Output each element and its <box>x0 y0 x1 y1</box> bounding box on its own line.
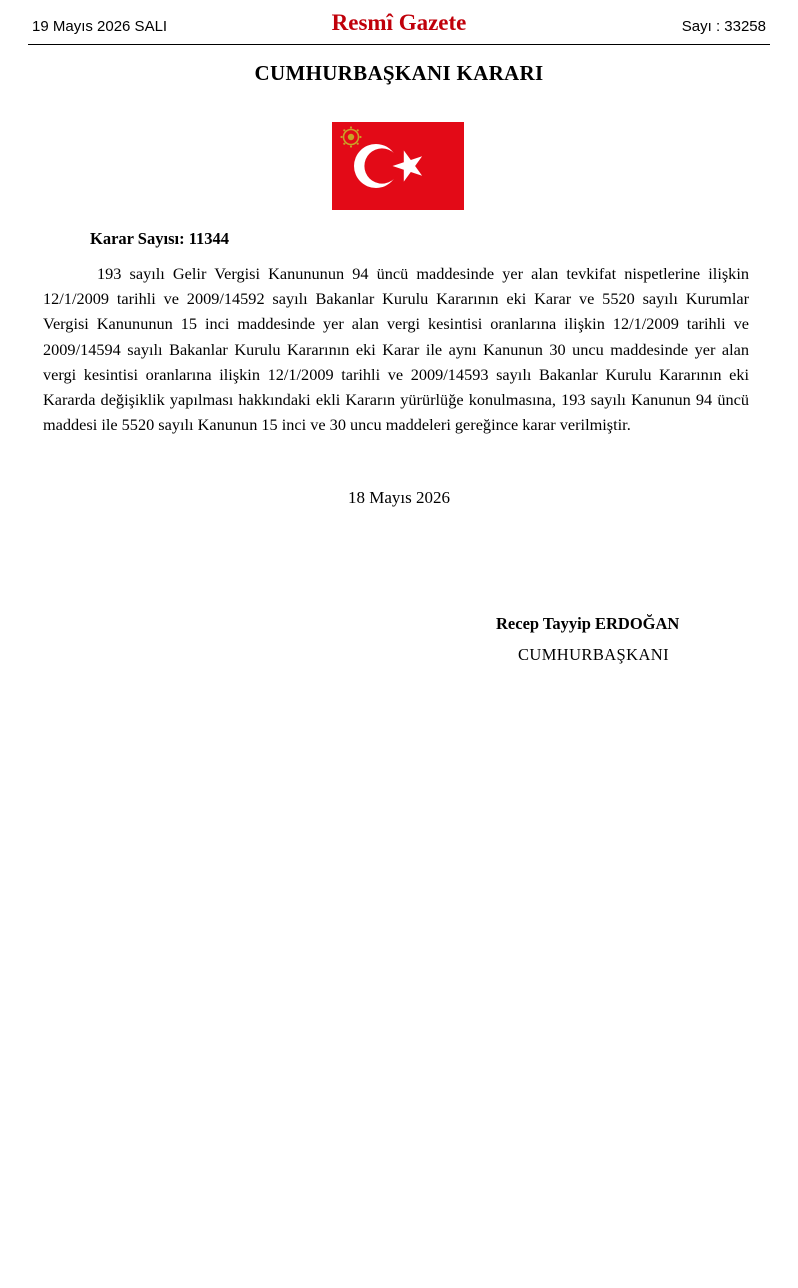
signatory-title: CUMHURBAŞKANI <box>518 645 669 664</box>
issue-number: Sayı : 33258 <box>681 18 766 35</box>
decision-date: 18 Mayıs 2026 <box>348 488 450 507</box>
document-title: CUMHURBAŞKANI KARARI <box>254 61 544 85</box>
turkish-flag-icon <box>332 122 464 210</box>
presidential-seal-icon <box>340 126 361 147</box>
gazette-title: Resmî Gazete <box>331 10 467 35</box>
signatory-name: Recep Tayyip ERDOĞAN <box>496 614 680 633</box>
header-date: 19 Mayıs 2026 SALI <box>32 18 168 35</box>
decision-number: Karar Sayısı: 11344 <box>90 229 230 248</box>
gazette-header <box>28 8 770 45</box>
decision-body: 193 sayılı Gelir Vergisi Kanununun 94 üncü maddesinde yer alan tevkifat nispetlerine ilişkin 12/1/2009 tarihli ve 2009/14592 sayılı Bakanlar Kurulu Kararının eki Karar ve 5520 sayılı Kurumlar Vergisi Kanununun 15 inci maddesinde yer alan vergi kesintisi oranlarına ilişkin 12/1/2009 tarihli ve 2009/14594 sayılı Bakanlar Kurulu Kararının eki Karar ile aynı Kanunun 30 uncu maddesinde yer alan vergi kesintisi oranlarına ilişkin 12/1/2009 tarihli ve 2009/14593 sayılı Bakanlar Kurulu Kararının eki Kararda değişiklik yapılması hakkındaki ekli Kararın yürürlüğe konulmasına, 193 sayılı Kanunun 94 üncü maddesi ile 5520 sayılı Kanunun 15 inci ve 30 uncu maddeleri gereğince karar verilmiştir. <box>43 264 749 435</box>
